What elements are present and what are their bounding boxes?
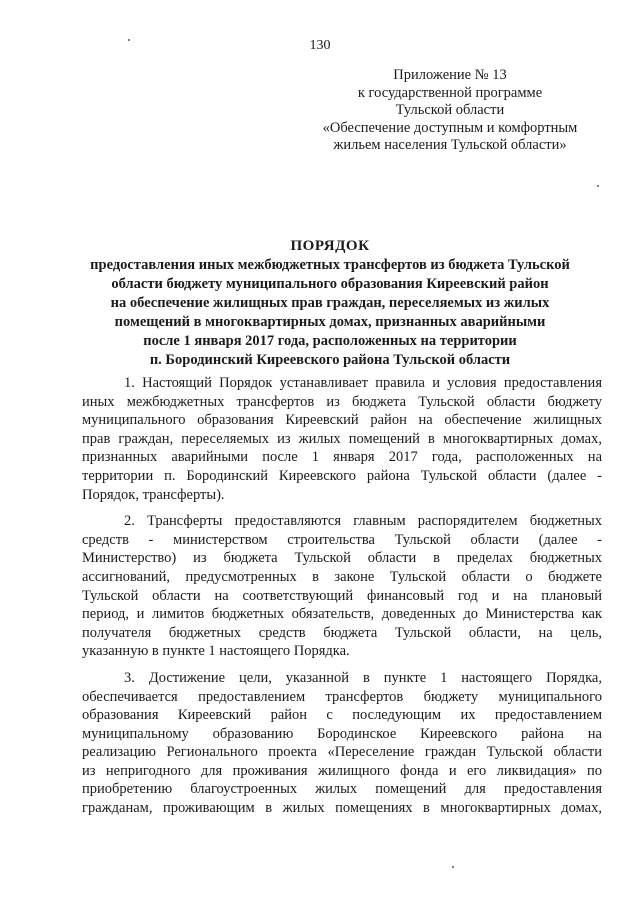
appendix-block bbox=[300, 67, 600, 155]
scan-speck bbox=[128, 39, 130, 41]
body-line: период, и лимитов бюджетных обязательств, доведенных до Министерства как bbox=[82, 606, 602, 623]
body-line: образования Киреевский район с последующим их предоставлением bbox=[82, 707, 602, 724]
document-body bbox=[82, 374, 602, 818]
appendix-line: жильем населения Тульской области» bbox=[333, 137, 567, 153]
paragraph-3 bbox=[82, 669, 602, 818]
paragraph-1 bbox=[82, 374, 602, 504]
body-line: иных межбюджетных трансфертов из бюджета Тульской области бюджету bbox=[82, 393, 602, 410]
title-line: п. Бородинский Киреевского района Тульской области bbox=[149, 352, 511, 368]
scan-speck bbox=[597, 185, 599, 187]
body-line: Тульской области на соответствующий финансовый год и на плановый bbox=[82, 587, 602, 604]
paragraph-2 bbox=[82, 512, 602, 661]
body-line: из непригодного для проживания жилищного фонда и его ликвидация» по bbox=[82, 762, 602, 779]
appendix-line: Приложение № 13 bbox=[393, 67, 507, 83]
body-line: 2. Трансферты предоставляются главным распорядителем бюджетных bbox=[124, 513, 602, 530]
body-line: 1. Настоящий Порядок устанавливает правила и условия предоставления bbox=[124, 375, 602, 391]
body-line: обеспечивается предоставлением трансфертов бюджету муниципального bbox=[82, 688, 602, 705]
body-line: 3. Достижение цели, указанной в пункте 1 настоящего Порядка, bbox=[124, 669, 602, 686]
title-line: на обеспечение жилищных прав граждан, переселяемых из жилых bbox=[110, 295, 550, 311]
appendix-line: «Обеспечение доступным и комфортным bbox=[322, 119, 578, 136]
body-line: Порядок, трансферты). bbox=[82, 486, 225, 503]
page-number: 130 bbox=[309, 38, 331, 53]
body-line: реализацию Регионального проекта «Переселение граждан Тульской области bbox=[82, 744, 602, 761]
title-line: после 1 января 2017 года, расположенных на территории bbox=[143, 333, 517, 349]
body-line: территории п. Бородинский Киреевского района Тульской области (далее - bbox=[82, 467, 602, 484]
body-line: Министерство) из бюджета Тульской области в пределах бюджетных bbox=[82, 550, 602, 567]
body-line: средств - министерством строительства Тульской области (далее - bbox=[82, 531, 602, 548]
body-line: приобретению благоустроенных жилых помещений для предоставления bbox=[82, 781, 602, 798]
body-line: гражданам, проживающим в жилых помещениях в многоквартирных домах, bbox=[82, 800, 602, 817]
body-line: прав граждан, переселяемых из жилых помещений в многоквартирных домах, bbox=[82, 430, 602, 447]
appendix-line: Тульской области bbox=[395, 102, 505, 118]
body-line: муниципальному образованию Бородинское Киреевского района на bbox=[82, 725, 602, 742]
appendix-line: к государственной программе bbox=[357, 84, 543, 101]
body-line: получателя бюджетных средств бюджета Тульской области, на цель, bbox=[82, 624, 602, 641]
title-line: предоставления иных межбюджетных трансфертов из бюджета Тульской bbox=[90, 257, 570, 273]
title-heading: ПОРЯДОК bbox=[290, 238, 370, 254]
body-line: муниципального образования Киреевский район на обеспечение жилищных bbox=[82, 412, 602, 429]
body-line: признанных аварийными после 1 января 2017 года, расположенных на bbox=[82, 449, 602, 466]
title-line: помещений в многоквартирных домах, признанных аварийными bbox=[114, 314, 546, 330]
body-line: ассигнований, предусмотренных в законе Тульской области о бюджете bbox=[82, 568, 602, 585]
scan-speck bbox=[452, 866, 454, 868]
document-title bbox=[60, 237, 600, 370]
body-line: указанную в пункте 1 настоящего Порядка. bbox=[82, 643, 350, 660]
title-line: области бюджету муниципального образования Киреевский район bbox=[111, 276, 549, 292]
